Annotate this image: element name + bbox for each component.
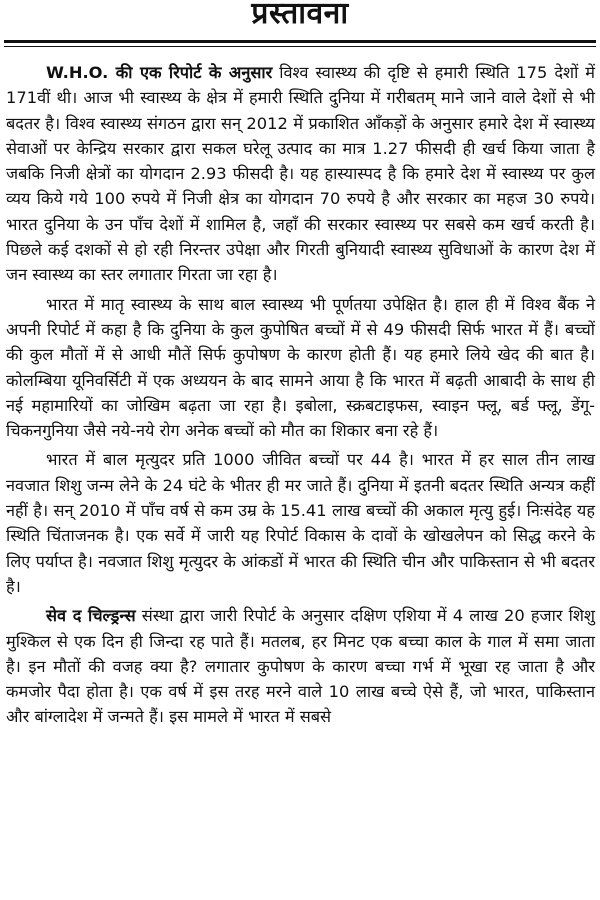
paragraph-text: विश्व स्वास्थ्य की दृष्टि से हमारी स्थिति 175 देशों में 171वीं थी। आज भी स्वास्थ्य के क्षेत्र में हमारी स्थिति दुनिया में गरीबतम् माने जाने वाले देशों से भी बदतर है। विश्व स्वास्थ्य संगठन द्वारा सन् 2012 में प्रकाशित आँकड़ों के अनुसार हमारे देश में स्वास्थ्य सेवाओं पर केन्द्रिय सरकार द्वारा सकल घरेलू उत्पाद का मात्र 1.27 फीसदी ही खर्च किया जाता है जबकि निजी क्षेत्रों का योगदान 2.93 फीसदी है। यह हास्यास्पद है कि हमारे देश में स्वास्थ्य पर कुल व्यय किये गये 100 रुपये में निजी क्षेत्र का योगदान 70 रुपये है और सरकार का महज 30 रुपये। भारत दुनिया के उन पाँच देशों में शामिल है, जहाँ की सरकार स्वास्थ्य पर सबसे कम खर्च करती है। पिछले कई दशकों से हो रही निरन्तर उपेक्षा और गिरती बुनियादी स्वास्थ्य सुविधाओं के कारण देश में जन स्वास्थ्य का स्तर लगातार गिरता जा रहा है। [6, 63, 596, 285]
title-underline-thick [4, 40, 596, 43]
page-title: प्रस्तावना [251, 0, 349, 31]
paragraph-text: भारत में मातृ स्वास्थ्य के साथ बाल स्वास्थ्य भी पूर्णतया उपेक्षित है। हाल ही में विश्व बैंक ने अपनी रिपोर्ट में कहा है कि दुनिया के कुल कुपोषित बच्चों में से 49 फीसदी सिर्फ भारत में हैं। बच्चों की कुल मौतों में से आधी मौतें सिर्फ कुपोषण के कारण होती हैं। यह हमारे लिये खेद की बात है। कोलम्बिया यूनिवर्सिटी में एक अध्ययन के बाद सामने आया है कि भारत में बढ़ती आबादी के साथ ही नई महामारियों का जोखिम बढ़ता जा रहा है। इबोला, स्क्रबटाइफस, स्वाइन फ्लू, बर्ड फ्लू, डेंगू-चिकनगुनिया जैसे नये-नये रोग अनेक बच्चों को मौत का शिकार बना रहे हैं। [6, 294, 595, 441]
paragraph-lead: सेव द चिल्ड्रन्स [46, 606, 136, 626]
title-underline-thin [4, 46, 596, 47]
paragraph-lead: W.H.O. की एक रिपोर्ट के अनुसार [46, 63, 273, 82]
paragraph-text: संस्था द्वारा जारी रिपोर्ट के अनुसार दक्षिण एशिया में 4 लाख 20 हजार शिशु मुश्किल से एक दिन ही जिन्दा रह पाते हैं। मतलब, हर मिनट एक बच्चा काल के गाल में समा जाता है। इन मौतों की वजह क्या है? लगातार कुपोषण के कारण बच्चा गर्भ में भूखा रह जाता है और कमजोर पैदा होता है। एक वर्ष में इस तरह मरने वाले 10 लाख बच्चे ऐसे हैं, जो भारत, पाकिस्तान और बांग्लादेश में जन्मते हैं। इस मामले में भारत में सबसे [6, 606, 596, 727]
paragraph-who-report [6, 60, 595, 288]
body-text [6, 60, 595, 734]
paragraph-child-mortality [6, 447, 595, 599]
paragraph-save-the-children [6, 603, 595, 729]
paragraph-child-health [6, 292, 595, 444]
paragraph-text: भारत में बाल मृत्युदर प्रति 1000 जीवित बच्चों पर 44 है। भारत में हर साल तीन लाख नवजात शिशु जन्म लेने के 24 घंटे के भीतर ही मर जाते हैं। दुनिया में इतनी बदतर स्थिति अन्यत्र कहीं नहीं है। सन् 2010 में पाँच वर्ष से कम उम्र के 15.41 लाख बच्चों की अकाल मृत्यु हुई। निःसंदेह यह स्थिति चिंताजनक है। एक सर्वे में जारी यह रिपोर्ट विकास के दावों के खोखलेपन को सिद्ध करने के लिए पर्याप्त है। नवजात शिशु मृत्युदर के आंकडों में भारत की स्थिति चीन और पाकिस्तान से भी बदतर है। [6, 450, 595, 596]
